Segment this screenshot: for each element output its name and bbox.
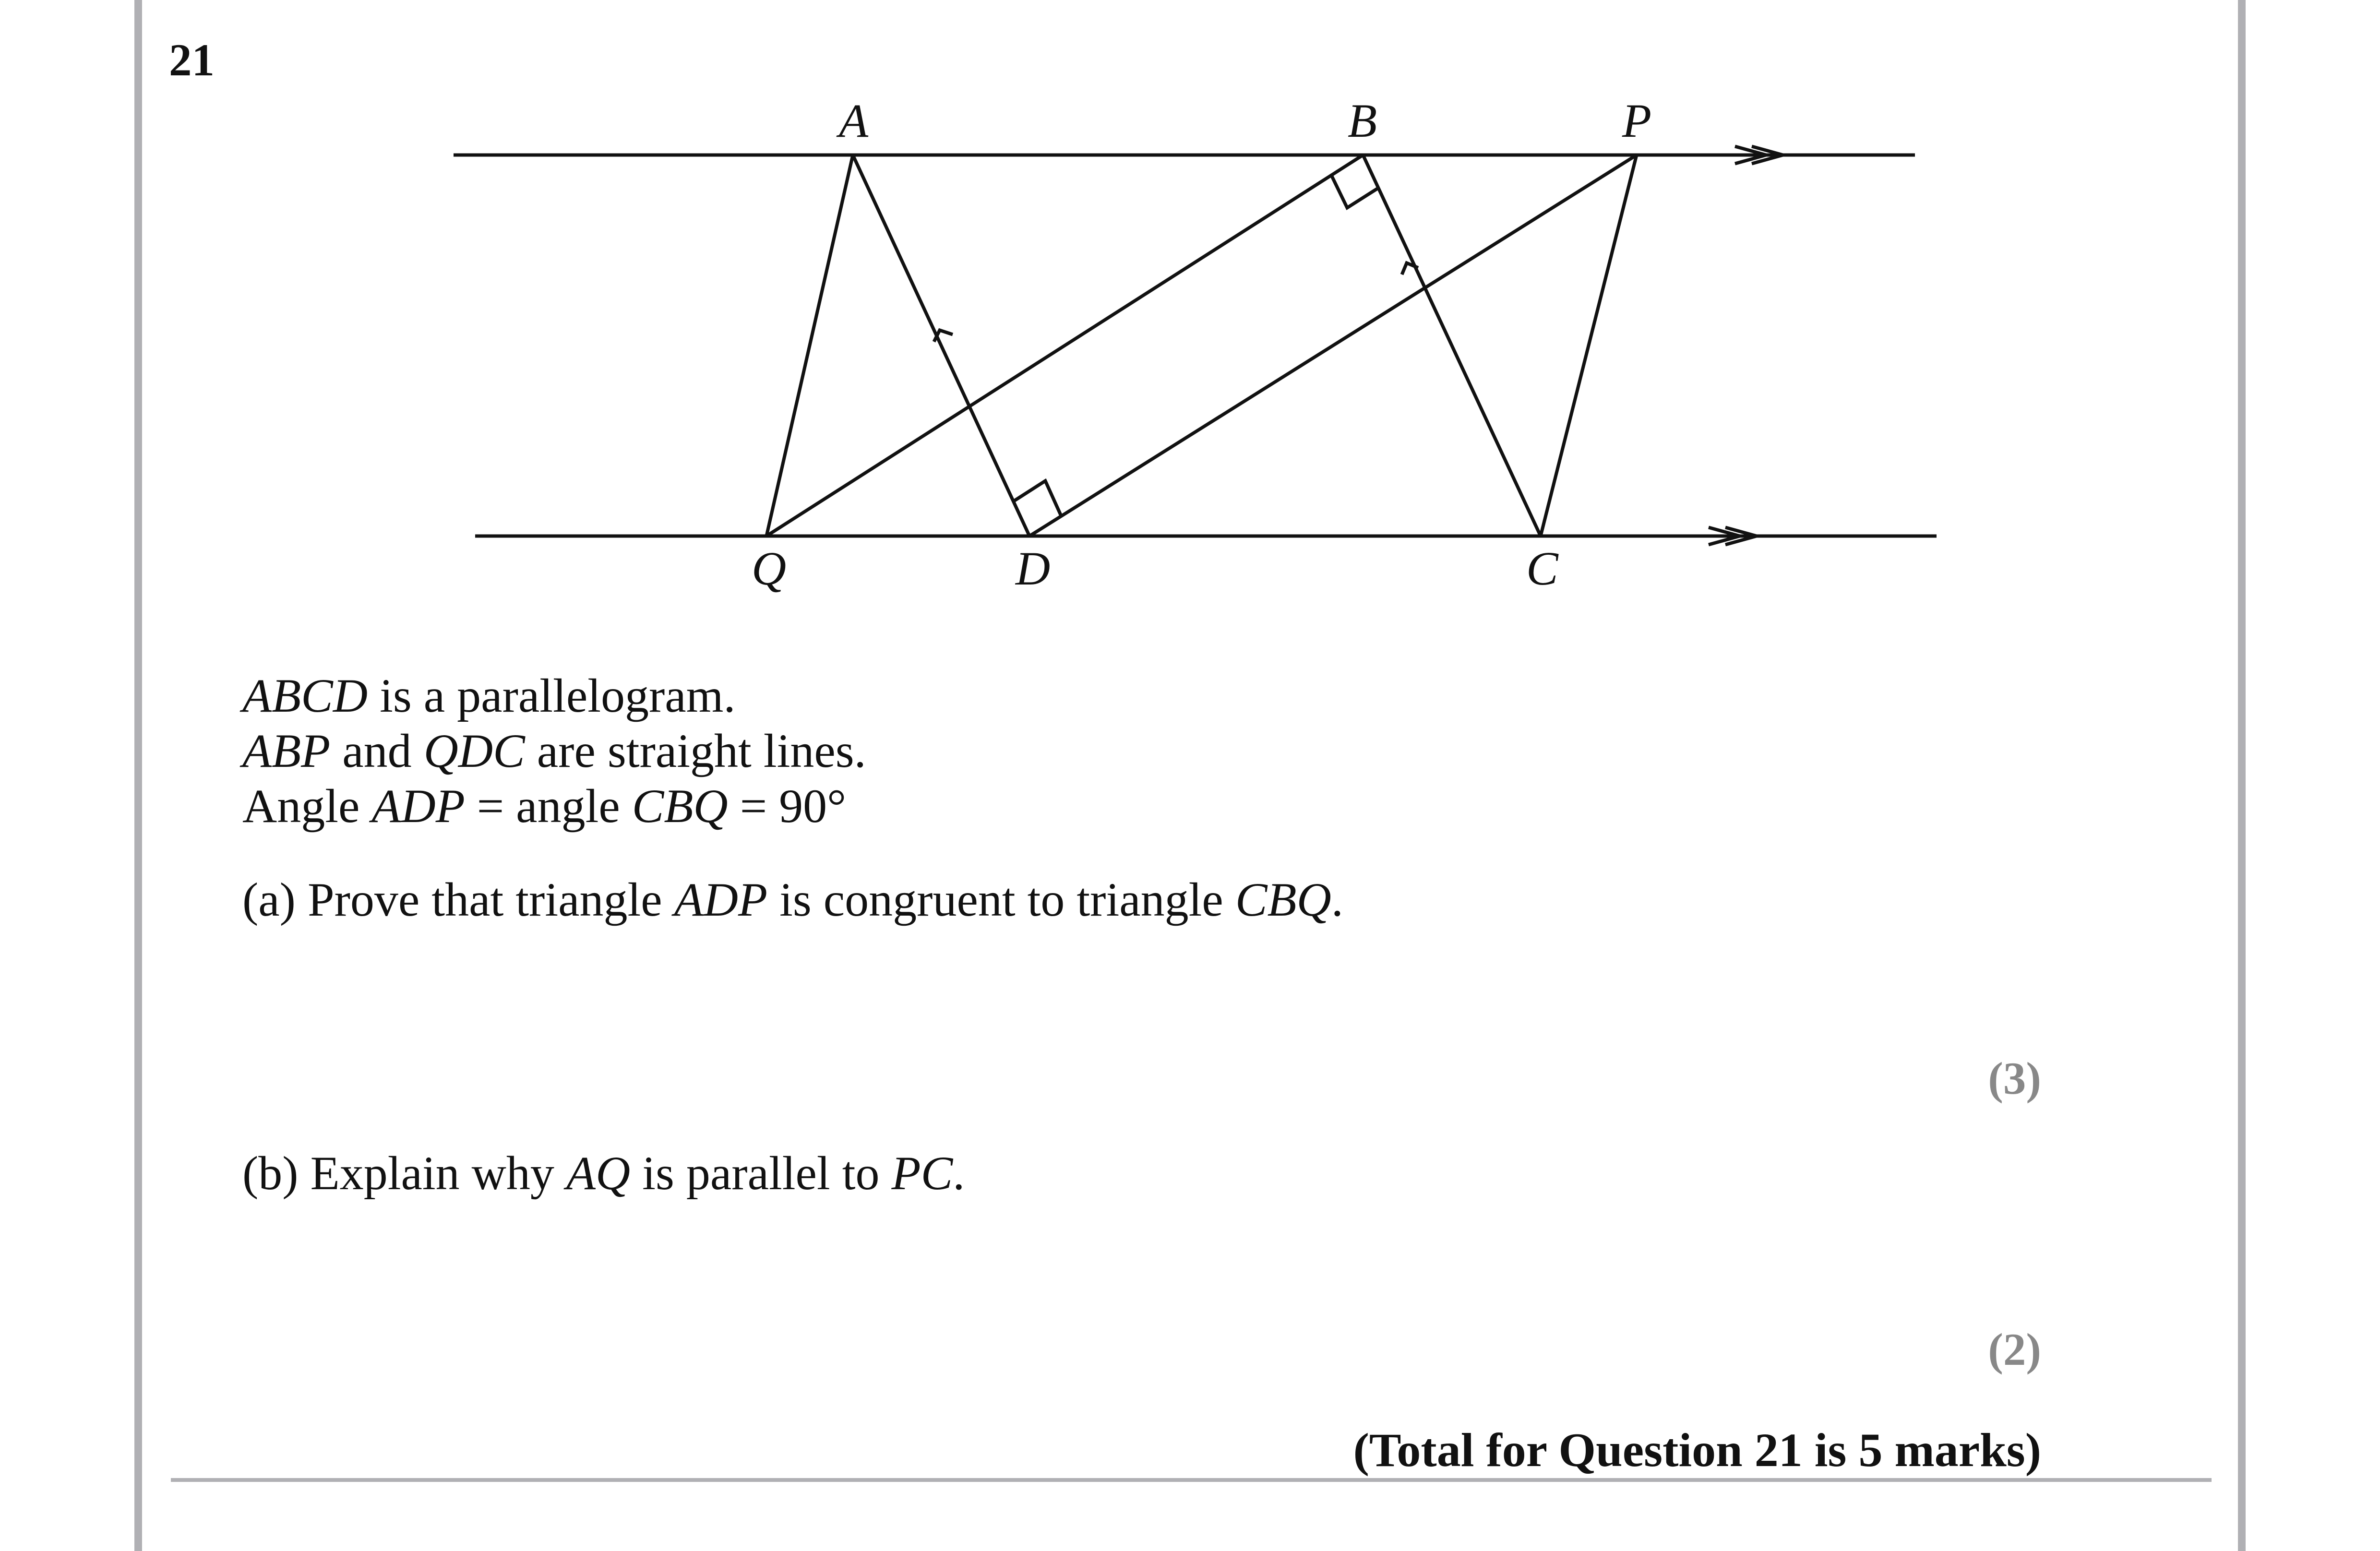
part-b-marks: (2) (1988, 1324, 2041, 1375)
part-a-marks: (3) (1988, 1053, 2041, 1104)
label-P: P (1622, 94, 1652, 147)
statement-parallelogram: ABCD is a parallelogram. (242, 669, 736, 722)
question-number: 21 (169, 35, 215, 85)
label-C: C (1526, 542, 1558, 595)
geometry-diagram (0, 0, 2380, 624)
part-a-prompt: (a) Prove that triangle ADP is congruent to triangle CBQ. (242, 873, 1343, 926)
right-angle-mark-D (1013, 481, 1061, 516)
label-A: A (839, 94, 869, 147)
segment-PC (1541, 155, 1637, 536)
segment-QB (766, 155, 1363, 536)
segment-DP (1029, 155, 1637, 536)
label-D: D (1016, 542, 1051, 595)
statement-angles: Angle ADP = angle CBQ = 90° (242, 779, 847, 833)
label-Q: Q (752, 542, 787, 595)
segment-BC (1363, 155, 1541, 536)
segment-AD (853, 155, 1029, 536)
label-B: B (1348, 94, 1377, 147)
total-marks: (Total for Question 21 is 5 marks) (1353, 1423, 2041, 1477)
statement-straight-lines: ABP and QDC are straight lines. (242, 724, 866, 777)
footer-rule (171, 1478, 2212, 1482)
right-angle-mark-B (1331, 175, 1379, 208)
part-b-prompt: (b) Explain why AQ is parallel to PC. (242, 1146, 965, 1200)
segment-AQ (766, 155, 853, 536)
